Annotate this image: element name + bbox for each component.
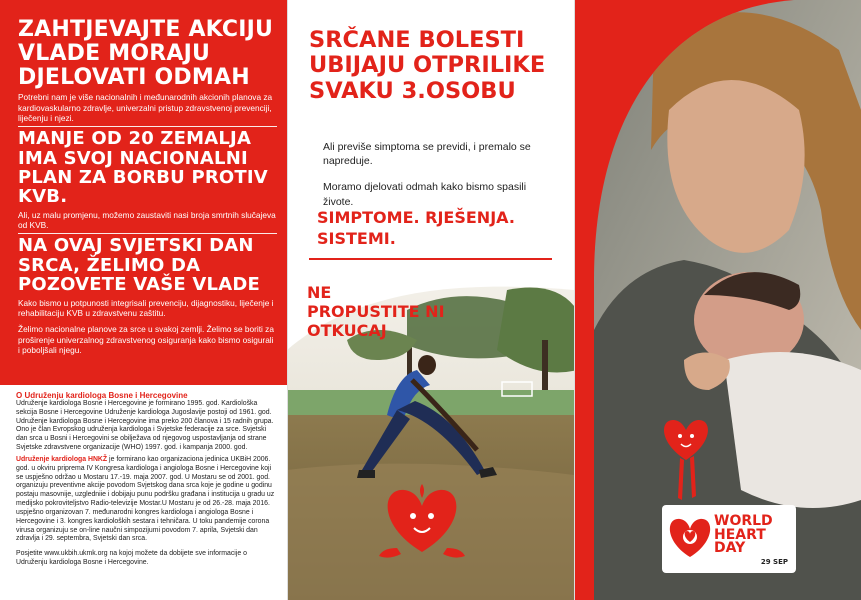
about-paragraph-hnkz (16, 456, 277, 544)
headline-action: ZAHTJEVAJTE AKCIJU VLADE MORAJU DJELOVATI ODMAH (18, 17, 274, 90)
about-paragraph: Udruženje kardiologa Bosne i Hercegovine je formirano 1995. god. Kardiološka sekcija Bosne i Hercegovine Udruženje kardiologa Jugoslavije postoji od 1961. god. Udruženje kardiologa Bosne i Hercegovine ima preko 200 članova i 15 radnih grupa. Ono je član Evropskog udruženja kardiologa i Svjetske federacije za srce. Svjetski dan srca u Bosni i Hercegovini se obilježava od njegovog uspostavljanja od strane Svjetske zdravstvene organizacije (WHO) 1997. god. i kampanja 2000. god. (16, 400, 274, 452)
headline-heart-disease: SRČANE BOLESTI UBIJAJU OTPRILIKE SVAKU 3.OSOBU (309, 27, 546, 104)
right-panel (574, 0, 861, 600)
about-hnkz-lead: Udruženje kardiologa HNKŽ (16, 455, 108, 463)
badge-date: 29 SEP (760, 558, 788, 566)
divider (18, 233, 277, 234)
tagline-heartbeat: NE PROPUSTITE NI OTKUCAJ (307, 283, 445, 341)
text-plans-coverage: Želimo nacionalne planove za srce u svakoj zemlji. Želimo se boriti za proširenje univerzalnog zdravstvenog osiguranja kako bismo osigurali i poboljšali njegu. (18, 324, 274, 355)
tagline: SIMPTOME. RJEŠENJA. SISTEMI. (317, 208, 515, 248)
left-red-block (0, 0, 287, 385)
world-heart-day-logo (662, 505, 796, 573)
fold-line (574, 0, 575, 600)
about-hnkz-text: je formirano kao organizaciona jedinica UKBiH 2006. god. u okviru priprema IV Kongresa kardiologa i angiologa Bosne i Hercegovine koji se uspješno održao u Mostaru 17.-19. maja 2007. god. U Mostaru se od 2001. god. organizuju preventivne akcije povodom Svjetskog dana srca koje je godine u godinu postaju masovnije, uzgledniie i dobijaju punu podršku građana i institucija u gradu uz medijsko pokroviteljstvo Radio-televizije Mostar.U Mostaru je od 26.-28. maja 2016. uspješno organizovan 7. međunarodni kongres kardiologa i angiologa Bosne i Hercegovine i 3. kongres kardioloških sestara i tehničara. U toku pandemije corona virusa organizuju se on-line naučni simpozijumi povodom 7. aprila, Svjetski dan zdravlja i 29. septembra, Svjetski dan srca. (16, 455, 275, 543)
text-action: Potrebni nam je više nacionalnih i međunarodnih akcionih planova za kardiovaskularno zdravlje, univerzalni pristup zdravstvenoj prevenciji, liječenju i njezi. (18, 92, 273, 123)
fold-line (287, 0, 288, 600)
body-act-now: Moramo djelovati odmah kako bismo spasili živote. (323, 181, 527, 208)
about-section (0, 385, 287, 600)
divider (309, 258, 552, 260)
middle-panel (287, 0, 574, 600)
heart-logo-icon (668, 517, 712, 561)
divider (18, 126, 277, 127)
about-title: O Udruženju kardiologa Bosne i Hercegovine (16, 391, 188, 400)
text-plans: Ali, uz malu promjenu, možemo zaustaviti nasi broja smrtnih slučajeva od KVB. (18, 209, 276, 231)
headline-call: NA OVAJ SVJETSKI DAN SRCA, ŽELIMO DA POZOVETE VAŠE VLADE (18, 235, 260, 296)
body-symptoms: Ali previše simptoma se previdi, i premalo se napreduje. (323, 141, 531, 168)
world-heart-day-wordmark: WORLD HEART DAY (714, 513, 773, 557)
about-website: Posjetite www.ukbih.ukmk.org na kojoj možete da dobijete sve informacije o Udruženju kardiologa Bosne i Hercegovine. (16, 550, 247, 567)
left-panel (0, 0, 287, 600)
middle-body (323, 140, 553, 209)
headline-plans: MANJE OD 20 ZEMALJA IMA SVOJ NACIONALNI PLAN ZA BORBU PROTIV KVB. (18, 128, 268, 208)
text-integrate: Kako bismo u potpunosti integrisali prevenciju, dijagnostiku, liječenje i rehabilitaciju KVB u zdravstvenu zaštitu. (18, 297, 274, 318)
